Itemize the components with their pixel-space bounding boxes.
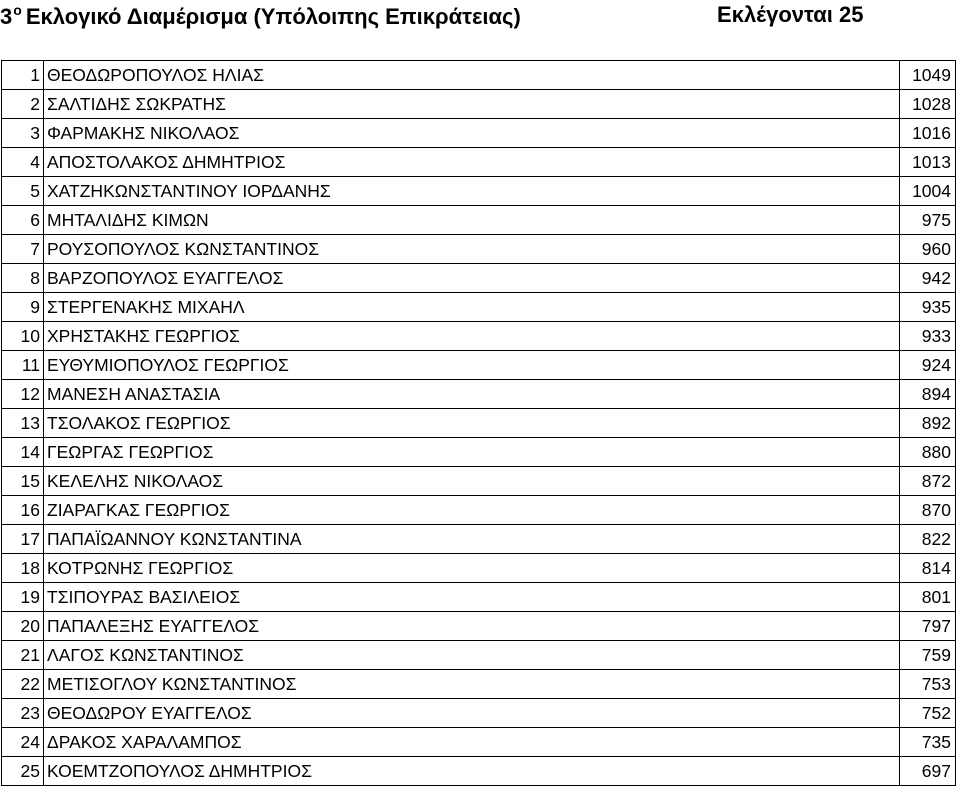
candidate-name-cell: ΠΑΠΑΪΩΑΝΝΟΥ ΚΩΝΣΤΑΝΤΙΝΑ	[44, 525, 900, 554]
candidate-name-cell: ΘΕΟΔΩΡΟΠΟΥΛΟΣ ΗΛΙΑΣ	[44, 61, 900, 90]
rank-cell: 22	[2, 670, 44, 699]
rank-cell: 16	[2, 496, 44, 525]
rank-cell: 14	[2, 438, 44, 467]
rank-cell: 17	[2, 525, 44, 554]
votes-cell: 1013	[900, 148, 956, 177]
votes-cell: 942	[900, 264, 956, 293]
candidate-name-cell: ΦΑΡΜΑΚΗΣ ΝΙΚΟΛΑΟΣ	[44, 119, 900, 148]
candidate-name-cell: ΕΥΘΥΜΙΟΠΟΥΛΟΣ ΓΕΩΡΓΙΟΣ	[44, 351, 900, 380]
votes-cell: 797	[900, 612, 956, 641]
rank-cell: 8	[2, 264, 44, 293]
votes-cell: 924	[900, 351, 956, 380]
candidate-name-cell: ΣΤΕΡΓΕΝΑΚΗΣ ΜΙΧΑΗΛ	[44, 293, 900, 322]
table-row	[2, 612, 956, 641]
rank-cell: 20	[2, 612, 44, 641]
candidate-name-cell: ΚΟΕΜΤΖΟΠΟΥΛΟΣ ΔΗΜΗΤΡΙΟΣ	[44, 757, 900, 786]
table-row	[2, 61, 956, 90]
rank-cell: 12	[2, 380, 44, 409]
page-header	[0, 0, 960, 40]
table-row	[2, 293, 956, 322]
rank-cell: 18	[2, 554, 44, 583]
votes-cell: 759	[900, 641, 956, 670]
rank-cell: 19	[2, 583, 44, 612]
table-row	[2, 235, 956, 264]
rank-cell: 15	[2, 467, 44, 496]
votes-cell: 872	[900, 467, 956, 496]
candidate-name-cell: ΣΑΛΤΙΔΗΣ ΣΩΚΡΑΤΗΣ	[44, 90, 900, 119]
rank-cell: 5	[2, 177, 44, 206]
rank-cell: 11	[2, 351, 44, 380]
rank-cell: 21	[2, 641, 44, 670]
table-row	[2, 496, 956, 525]
candidate-name-cell: ΡΟΥΣΟΠΟΥΛΟΣ ΚΩΝΣΤΑΝΤΙΝΟΣ	[44, 235, 900, 264]
rank-cell: 4	[2, 148, 44, 177]
table-row	[2, 728, 956, 757]
votes-cell: 1049	[900, 61, 956, 90]
votes-cell: 814	[900, 554, 956, 583]
votes-cell: 933	[900, 322, 956, 351]
table-row	[2, 757, 956, 786]
title-text: Εκλογικό Διαμέρισμα (Υπόλοιπης Επικράτειας)	[25, 4, 521, 29]
table-row	[2, 119, 956, 148]
table-row	[2, 264, 956, 293]
votes-cell: 870	[900, 496, 956, 525]
votes-cell: 753	[900, 670, 956, 699]
results-table	[1, 60, 956, 786]
table-row	[2, 380, 956, 409]
table-row	[2, 351, 956, 380]
rank-cell: 1	[2, 61, 44, 90]
table-row	[2, 525, 956, 554]
table-row	[2, 438, 956, 467]
votes-cell: 822	[900, 525, 956, 554]
table-row	[2, 177, 956, 206]
candidate-name-cell: ΛΑΓΟΣ ΚΩΝΣΤΑΝΤΙΝΟΣ	[44, 641, 900, 670]
rank-cell: 13	[2, 409, 44, 438]
rank-cell: 3	[2, 119, 44, 148]
votes-cell: 1016	[900, 119, 956, 148]
votes-cell: 892	[900, 409, 956, 438]
candidate-name-cell: ΤΣΙΠΟΥΡΑΣ ΒΑΣΙΛΕΙΟΣ	[44, 583, 900, 612]
votes-cell: 935	[900, 293, 956, 322]
rank-cell: 2	[2, 90, 44, 119]
table-row	[2, 554, 956, 583]
votes-cell: 894	[900, 380, 956, 409]
rank-cell: 25	[2, 757, 44, 786]
candidate-name-cell: ΜΑΝΕΣΗ ΑΝΑΣΤΑΣΙΑ	[44, 380, 900, 409]
votes-cell: 735	[900, 728, 956, 757]
votes-cell: 752	[900, 699, 956, 728]
candidate-name-cell: ΧΑΤΖΗΚΩΝΣΤΑΝΤΙΝΟΥ ΙΟΡΔΑΝΗΣ	[44, 177, 900, 206]
table-row	[2, 699, 956, 728]
candidate-name-cell: ΜΕΤΙΣΟΓΛΟΥ ΚΩΝΣΤΑΝΤΙΝΟΣ	[44, 670, 900, 699]
votes-cell: 975	[900, 206, 956, 235]
table-row	[2, 322, 956, 351]
candidate-name-cell: ΜΗΤΑΛΙΔΗΣ ΚΙΜΩΝ	[44, 206, 900, 235]
candidate-name-cell: ΘΕΟΔΩΡΟΥ ΕΥΑΓΓΕΛΟΣ	[44, 699, 900, 728]
votes-cell: 1004	[900, 177, 956, 206]
rank-cell: 10	[2, 322, 44, 351]
table-row	[2, 409, 956, 438]
results-table-body	[2, 61, 956, 786]
candidate-name-cell: ΚΕΛΕΛΗΣ ΝΙΚΟΛΑΟΣ	[44, 467, 900, 496]
votes-cell: 801	[900, 583, 956, 612]
table-row	[2, 90, 956, 119]
table-row	[2, 148, 956, 177]
table-row	[2, 206, 956, 235]
candidate-name-cell: ΤΣΟΛΑΚΟΣ ΓΕΩΡΓΙΟΣ	[44, 409, 900, 438]
rank-cell: 6	[2, 206, 44, 235]
rank-cell: 24	[2, 728, 44, 757]
table-row	[2, 467, 956, 496]
table-row	[2, 583, 956, 612]
candidate-name-cell: ΚΟΤΡΩΝΗΣ ΓΕΩΡΓΙΟΣ	[44, 554, 900, 583]
votes-cell: 960	[900, 235, 956, 264]
elected-count: Εκλέγονται 25	[717, 2, 864, 27]
candidate-name-cell: ΑΠΟΣΤΟΛΑΚΟΣ ΔΗΜΗΤΡΙΟΣ	[44, 148, 900, 177]
candidate-name-cell: ΒΑΡΖΟΠΟΥΛΟΣ ΕΥΑΓΓΕΛΟΣ	[44, 264, 900, 293]
rank-cell: 7	[2, 235, 44, 264]
votes-cell: 1028	[900, 90, 956, 119]
candidate-name-cell: ΓΕΩΡΓΑΣ ΓΕΩΡΓΙΟΣ	[44, 438, 900, 467]
ordinal-number: 3	[0, 4, 13, 29]
candidate-name-cell: ΠΑΠΑΛΕΞΗΣ ΕΥΑΓΓΕΛΟΣ	[44, 612, 900, 641]
page-title	[0, 2, 521, 30]
candidate-name-cell: ΔΡΑΚΟΣ ΧΑΡΑΛΑΜΠΟΣ	[44, 728, 900, 757]
rank-cell: 23	[2, 699, 44, 728]
candidate-name-cell: ΖΙΑΡΑΓΚΑΣ ΓΕΩΡΓΙΟΣ	[44, 496, 900, 525]
rank-cell: 9	[2, 293, 44, 322]
ordinal-suffix: ο	[13, 2, 22, 18]
votes-cell: 880	[900, 438, 956, 467]
votes-cell: 697	[900, 757, 956, 786]
candidate-name-cell: ΧΡΗΣΤΑΚΗΣ ΓΕΩΡΓΙΟΣ	[44, 322, 900, 351]
table-row	[2, 670, 956, 699]
table-row	[2, 641, 956, 670]
